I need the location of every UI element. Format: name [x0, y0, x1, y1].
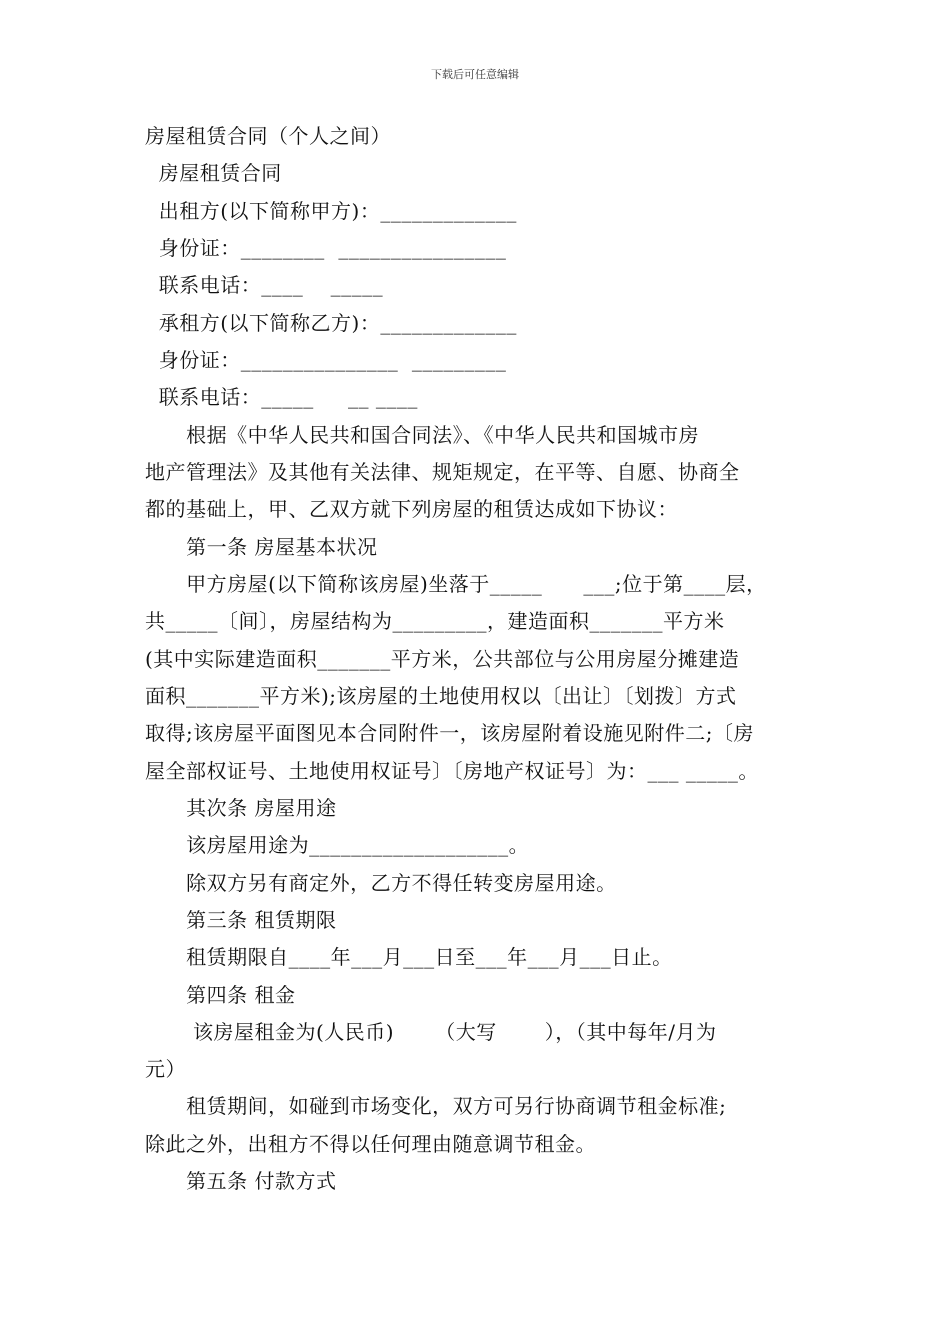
paragraph-line: 除此之外，出租方不得以任何理由随意调节租金。 — [145, 1132, 596, 1156]
article-heading: 其次条 房屋用途 — [145, 796, 337, 820]
article-heading: 第五条 付款方式 — [145, 1169, 337, 1193]
contract-subtitle: 房屋租赁合同 — [145, 161, 282, 185]
paragraph-line: 面积_______平方米);该房屋的土地使用权以〔出让〕〔划拨〕方式 — [145, 684, 737, 708]
paragraph-line: 该房屋用途为___________________。 — [145, 833, 530, 857]
paragraph-line: 元） — [145, 1057, 186, 1081]
lessor-phone-line: 联系电话：____ _____ — [145, 273, 384, 297]
page-header-note: 下载后可任意编辑 — [431, 68, 519, 81]
paragraph-line: 甲方房屋(以下简称该房屋)坐落于_____ ___;位于第____层， — [145, 572, 767, 596]
article-heading: 第四条 租金 — [145, 983, 296, 1007]
paragraph-line: 都的基础上，甲、乙双方就下列房屋的租赁达成如下协议： — [145, 497, 678, 521]
paragraph-line: 取得;该房屋平面图见本合同附件一，该房屋附着设施见附件二;〔房 — [145, 721, 754, 745]
paragraph-line: (其中实际建造面积_______平方米，公共部位与公用房屋分摊建造 — [145, 647, 740, 671]
article-heading: 第三条 租赁期限 — [145, 908, 337, 932]
paragraph-line: 除双方另有商定外，乙方不得任转变房屋用途。 — [145, 871, 617, 895]
paragraph-line: 根据《中华人民共和国合同法》、《中华人民共和国城市房 — [145, 423, 700, 447]
paragraph-line: 租赁期限自____年___月___日至___年___月___日止。 — [145, 945, 673, 969]
article-heading: 第一条 房屋基本状况 — [145, 535, 378, 559]
lessee-id-line: 身份证：_______________ _________ — [145, 348, 507, 372]
paragraph-line: 地产管理法》及其他有关法律、规矩规定，在平等、自愿、协商全 — [145, 460, 740, 484]
lessee-line: 承租方(以下简称乙方)：_____________ — [145, 311, 517, 335]
paragraph-line: 租赁期间，如碰到市场变化，双方可另行协商调节租金标准; — [145, 1094, 727, 1118]
paragraph-line: 该房屋租金为(人民币) （大写 ），（其中每年/月为 — [145, 1020, 717, 1044]
paragraph-line: 共_____〔间〕，房屋结构为_________，建造面积_______平方米 — [145, 609, 725, 633]
lessor-id-line: 身份证：________ ________________ — [145, 236, 507, 260]
contract-title: 房屋租赁合同（个人之间） — [145, 124, 391, 148]
paragraph-line: 屋全部权证号、土地使用权证号〕〔房地产权证号〕为：___ _____。 — [145, 759, 759, 783]
lessor-line: 出租方(以下简称甲方)：_____________ — [145, 199, 517, 223]
lessee-phone-line: 联系电话：_____ __ ____ — [145, 385, 418, 409]
